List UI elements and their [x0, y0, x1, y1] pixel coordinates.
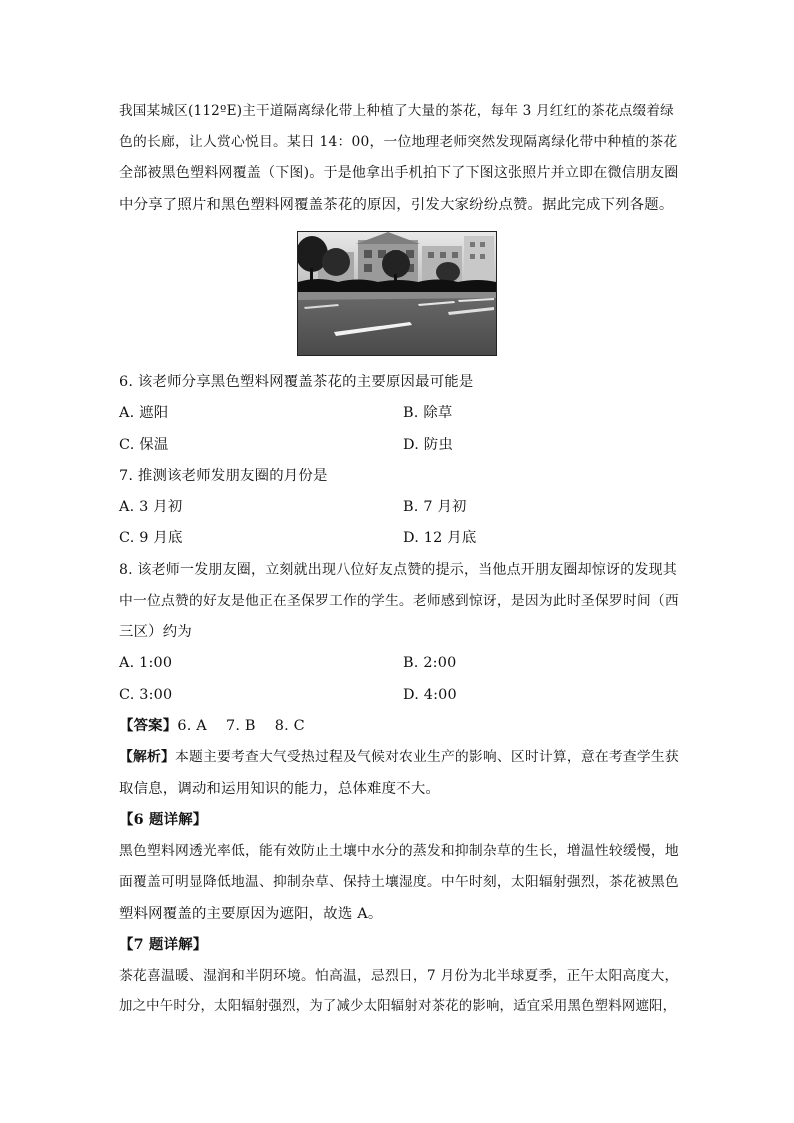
analysis-text-1: 本题主要考查大气受热过程及气候对农业生产的影响、区时计算，意在考查学生获 [175, 749, 679, 765]
detail7-heading: 【7 题详解】 [119, 936, 208, 953]
q6-stem: 6. 该老师分享黑色塑料网覆盖茶花的主要原因最可能是 [119, 374, 474, 390]
detail6-line-1: 黑色塑料网透光率低，能有效防止土壤中水分的蒸发和抑制杂草的生长，增温性较缓慢，地 [119, 843, 679, 859]
detail6-line-2: 面覆盖可明显降低地温、抑制杂草、保持土壤湿度。中午时刻，太阳辐射强烈，茶花被黑色 [119, 874, 679, 890]
q7-option-d: D. 12 月底 [403, 530, 477, 546]
intro-line-1: 我国某城区(112ºE)主干道隔离绿化带上种植了大量的茶花，每年 3 月红红的茶花点缀着绿 [119, 103, 674, 119]
q7-option-b: B. 7 月初 [403, 499, 467, 515]
intro-line-3: 全部被黑色塑料网覆盖（下图)。于是他拿出手机拍下了下图这张照片并立即在微信朋友圈 [119, 165, 679, 181]
q8-stem-line-1: 8. 该老师一发朋友圈，立刻就出现八位好友点赞的提示，当他点开朋友圈却惊讶的发现其 [119, 562, 678, 578]
analysis-line-2: 取信息，调动和运用知识的能力，总体难度不大。 [119, 781, 440, 797]
detail6-line-3: 塑料网覆盖的主要原因为遮阳，故选 A。 [119, 906, 383, 922]
q7-stem: 7. 推测该老师发朋友圈的月份是 [119, 468, 328, 484]
intro-line-4: 中分享了照片和黑色塑料网覆盖茶花的原因，引发大家纷纷点赞。据此完成下列各题。 [119, 197, 674, 213]
q6-option-b: B. 除草 [403, 405, 453, 421]
q6-option-c: C. 保温 [119, 437, 169, 453]
answer-label: 【答案】 [119, 717, 178, 734]
q8-option-c: C. 3:00 [119, 687, 173, 703]
q8-option-a: A. 1:00 [119, 655, 173, 671]
q7-option-c: C. 9 月底 [119, 530, 183, 546]
street-photo [297, 231, 497, 356]
detail7-line-1: 茶花喜温暖、湿润和半阴环境。怕高温，忌烈日，7 月份为北半球夏季，正午太阳高度大， [119, 968, 679, 984]
q7-option-a: A. 3 月初 [119, 499, 183, 515]
detail6-heading: 【6 题详解】 [119, 811, 208, 828]
q8-stem-line-2: 中一位点赞的好友是他正在圣保罗工作的学生。老师感到惊讶，是因为此时圣保罗时间（西 [119, 593, 679, 609]
q8-option-b: B. 2:00 [403, 655, 457, 671]
q8-stem-line-3: 三区）约为 [119, 624, 192, 640]
street-photo-icon [298, 232, 496, 355]
intro-line-2: 色的长廊，让人赏心悦目。某日 14：00，一位地理老师突然发现隔离绿化带中种植的茶花 [119, 134, 678, 150]
q6-option-a: A. 遮阳 [119, 405, 169, 421]
answer-line [119, 716, 679, 736]
answer-text: 6. A 7. B 8. C [177, 718, 305, 734]
q8-option-d: D. 4:00 [403, 687, 457, 703]
detail7-line-2: 加之中午时分，太阳辐射强烈，为了减少太阳辐射对茶花的影响，适宜采用黑色塑料网遮阳， [119, 999, 677, 1014]
analysis-label: 【解析】 [119, 749, 175, 765]
q6-option-d: D. 防虫 [403, 437, 453, 453]
analysis-line-1 [119, 747, 679, 767]
